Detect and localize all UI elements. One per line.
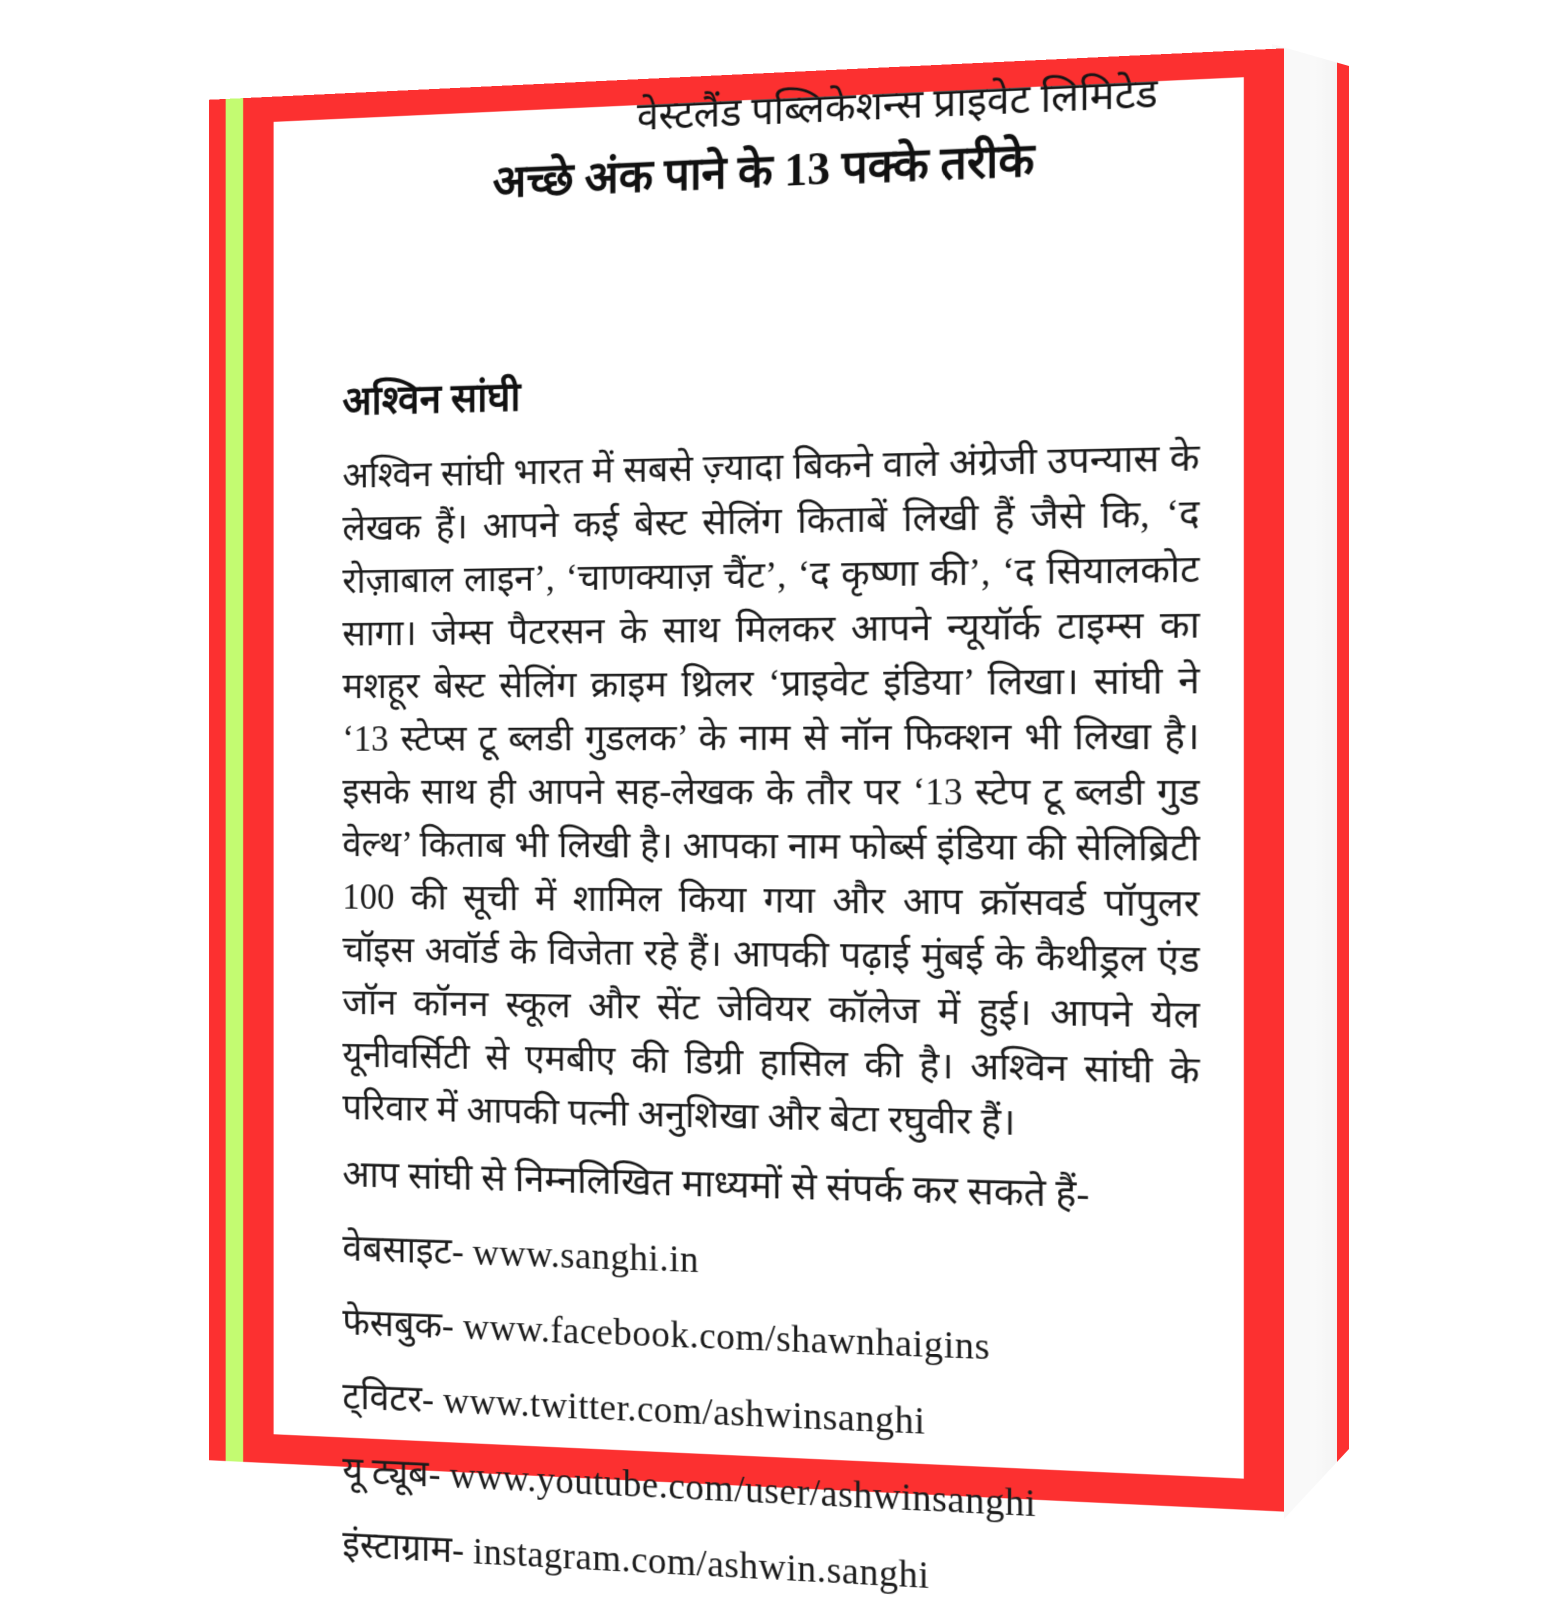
inner-page-panel: [274, 69, 1244, 1598]
contact-line-youtube: [342, 1446, 1199, 1537]
contact-line-instagram: [342, 1520, 1199, 1616]
contact-line-website: [342, 1224, 1199, 1302]
author-name-heading: अश्विन सांघी: [342, 373, 521, 424]
contact-line-twitter: [342, 1372, 1199, 1459]
green-stripe-decoration: [226, 98, 243, 1462]
author-bio-paragraph: अश्विन सांघी भारत में सबसे ज़्यादा बिकने वाले अंग्रेजी उपन्यास के लेखक हैं। आपने कई बेस्ट सेलिंग किताबें लिखी हैं जैसे कि, ‘द रोज़ाबाल लाइन’, ‘चाणक्याज़ चैंट’, ‘द कृष्णा की’, ‘द सियालकोट सागा। जेम्स पैटरसन के साथ मिलकर आपने न्यूयॉर्क टाइम्स का मशहूर बेस्ट सेलिंग क्राइम थ्रिलर ‘प्राइवेट इंडिया’ लिखा। सांघी ने ‘13 स्टेप्स टू ब्लडी गुडलक’ के नाम से नॉन फिक्शन भी लिखा है। इसके साथ ही आपने सह-लेखक के तौर पर ‘13 स्टेप टू ब्लडी गुड वेल्थ’ किताब भी लिखी है। आपका नाम फोर्ब्स इंडिया की सेलिब्रिटी 100 की सूची में शामिल किया गया और आप क्रॉसवर्ड पॉपुलर चॉइस अवॉर्ड के विजेता रहे हैं। आपकी पढ़ाई मुंबई के कैथीड्रल एंड जॉन कॉनन स्कूल और सेंट जेवियर कॉलेज में हुई। आपने येल यूनीवर्सिटी से एमबीए की डिग्री हासिल की है। अश्विन सांघी के परिवार में आपकी पत्नी अनुशिखा और बेटा रघुवीर हैं।: [342, 437, 1200, 1144]
contact-url: instagram.com/ashwin.sanghi: [473, 1530, 930, 1598]
contact-label: फेसबुक-: [342, 1302, 454, 1348]
contact-label: वेबसाइट-: [342, 1228, 464, 1274]
contact-url: www.facebook.com/shawnhaigins: [462, 1306, 991, 1369]
contact-label: यू ट्यूब-: [342, 1450, 441, 1496]
contact-label: ट्विटर-: [342, 1376, 435, 1422]
contact-url: www.youtube.com/user/ashwinsanghi: [449, 1455, 1037, 1526]
front-cover: [209, 48, 1284, 1598]
contact-line-facebook: [342, 1298, 1199, 1381]
page-text-block: [274, 63, 1244, 1619]
contact-intro-text: आप सांघी से निम्नलिखित माध्यमों से संपर्क कर सकते हैं-: [342, 1153, 1090, 1217]
contact-url: www.sanghi.in: [472, 1232, 699, 1282]
contact-label: इंस्टाग्राम-: [342, 1524, 465, 1572]
contact-url: www.twitter.com/ashwinsanghi: [443, 1380, 926, 1443]
book-title: अच्छे अंक पाने के 13 पक्के तरीके: [492, 133, 1035, 208]
publisher-line: वेस्टलैंड पब्लिकेशन्स प्राइवेट लिमिटेड: [637, 69, 1158, 139]
